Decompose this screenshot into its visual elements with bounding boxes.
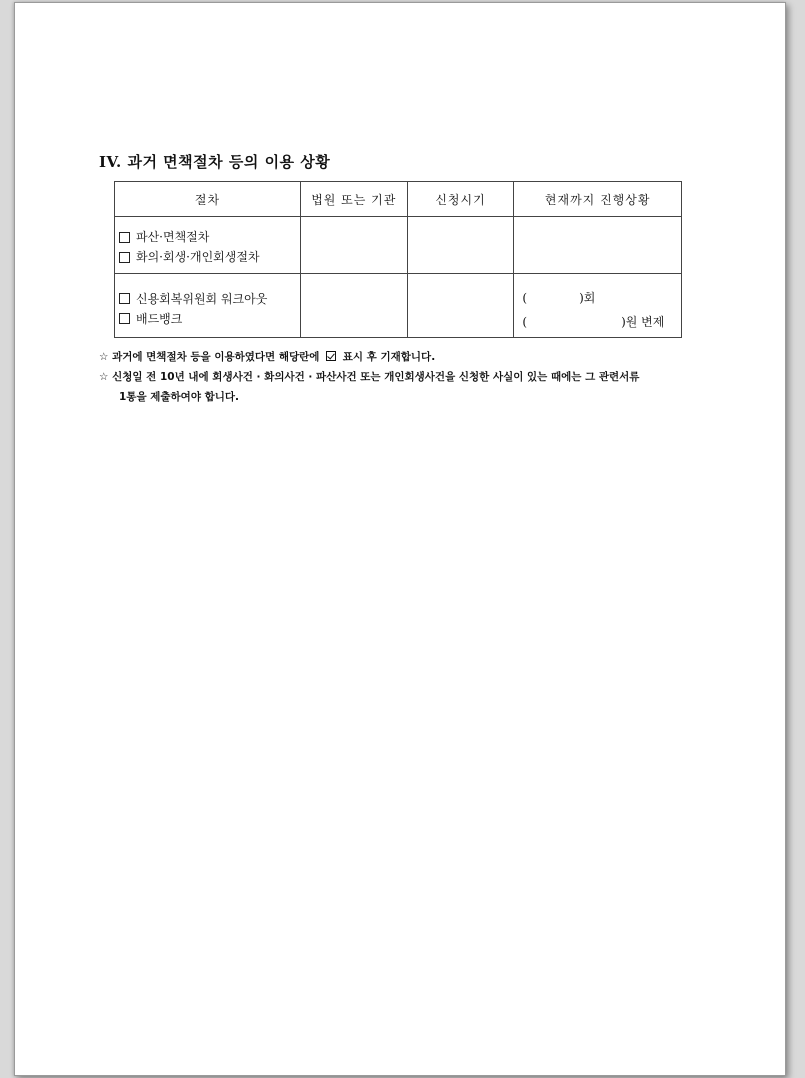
checkbox-icon[interactable] <box>119 252 130 263</box>
header-court: 법원 또는 기관 <box>300 182 407 217</box>
procedure-label: 신용회복위원회 워크아웃 <box>136 291 268 306</box>
procedure-option[interactable] <box>119 289 296 309</box>
checkbox-icon[interactable] <box>119 232 130 243</box>
note-checkmark-instruction: ☆ 과거에 면책절차 등을 이용하였다면 해당란에 표시 후 기재합니다. <box>99 351 436 363</box>
document-page <box>14 2 786 1076</box>
table-row <box>115 274 682 338</box>
date-cell[interactable] <box>407 217 514 274</box>
table-row <box>115 217 682 274</box>
procedure-option[interactable] <box>119 247 296 267</box>
procedure-option[interactable] <box>119 227 296 247</box>
note-document-requirement: ☆ 신청일 전 10년 내에 회생사건 · 화의사건 · 파산사건 또는 개인회생사건을 신청한 사실이 있는 때에는 그 관련서류 <box>99 371 640 383</box>
checked-box-icon <box>326 351 336 361</box>
court-cell[interactable] <box>300 217 407 274</box>
status-cell[interactable] <box>514 274 682 338</box>
date-cell[interactable] <box>407 274 514 338</box>
table-header-row <box>115 182 682 217</box>
section-title: IV. 과거 면책절차 등의 이용 상황 <box>99 153 331 171</box>
procedure-cell <box>115 217 301 274</box>
status-cell[interactable] <box>514 217 682 274</box>
status-count: ( )회 <box>522 290 596 305</box>
note-document-requirement-cont: 1통을 제출하여야 합니다. <box>119 391 240 403</box>
checkbox-icon[interactable] <box>119 313 130 324</box>
checkbox-icon[interactable] <box>119 293 130 304</box>
procedure-label: 파산·면책절차 <box>136 230 210 244</box>
notes <box>99 347 639 407</box>
procedure-label: 배드뱅크 <box>136 311 183 326</box>
header-date: 신청시기 <box>407 182 514 217</box>
status-paid: ( )원 변제 <box>522 314 665 329</box>
procedure-option[interactable] <box>119 309 296 329</box>
header-procedure: 절차 <box>115 182 301 217</box>
header-status: 현재까지 진행상황 <box>514 182 682 217</box>
procedure-label: 화의·회생·개인회생절차 <box>136 250 260 264</box>
procedure-cell <box>115 274 301 338</box>
procedure-history-table <box>114 181 682 338</box>
court-cell[interactable] <box>300 274 407 338</box>
